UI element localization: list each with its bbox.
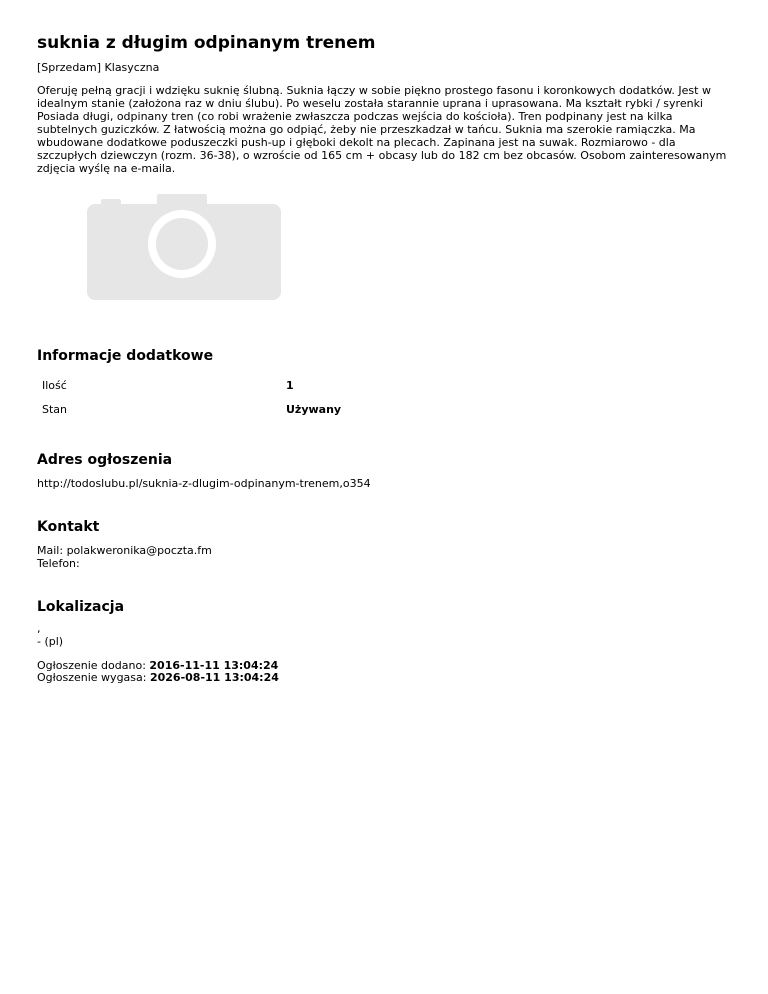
info-value: Używany xyxy=(286,403,342,416)
info-label: Stan xyxy=(42,403,68,416)
info-label: Ilość xyxy=(42,379,67,392)
date-added-label: Ogłoszenie dodano: xyxy=(37,659,146,672)
info-row xyxy=(37,396,731,420)
date-added-value: 2016-11-11 13:04:24 xyxy=(149,659,279,672)
contact-mail-label: Mail: xyxy=(37,544,64,557)
contact-mail xyxy=(37,544,212,557)
listing-url: http://todoslubu.pl/suknia-z-dlugim-odpinanym-trenem,o354 xyxy=(37,477,371,490)
camera-placeholder-icon xyxy=(87,194,281,300)
info-table xyxy=(37,372,731,420)
page-title: suknia z długim odpinanym trenem xyxy=(37,33,376,53)
address-heading: Adres ogłoszenia xyxy=(37,452,173,468)
location-heading: Lokalizacja xyxy=(37,599,125,615)
info-row xyxy=(37,372,731,396)
contact-phone xyxy=(37,557,80,570)
info-heading: Informacje dodatkowe xyxy=(37,348,214,364)
location-line-2: - (pl) xyxy=(37,635,64,648)
date-expires-label: Ogłoszenie wygasa: xyxy=(37,671,147,684)
date-expires xyxy=(37,671,279,684)
listing-photo-placeholder xyxy=(87,194,281,300)
contact-mail-value: polakweronika@poczta.fm xyxy=(66,544,212,557)
listing-category: [Sprzedam] Klasyczna xyxy=(37,61,160,74)
contact-heading: Kontakt xyxy=(37,519,100,535)
date-expires-value: 2026-08-11 13:04:24 xyxy=(149,671,279,684)
info-value: 1 xyxy=(286,379,294,392)
location-line-1: , xyxy=(37,622,41,635)
contact-phone-label: Telefon: xyxy=(37,557,80,570)
listing-description: Oferuję pełną gracji i wdzięku suknię ślubną. Suknia łączy w sobie piękno prostego fasonu i koronkowych dodatków. Jest w idealnym stanie (założona raz w dniu ślubu). Po weselu została starannie uprana i uprasowana. Ma kształt rybki / syrenki Posiada długi, odpinany tren (co robi wrażenie zwłaszcza podczas wejścia do kościoła). Tren podpinany jest na kilka subtelnych guziczków. Z łatwością można go odpiąć, żeby nie przeszkadzał w tańcu. Suknia ma szerokie ramiączka. Ma wbudowane dodatkowe poduszeczki push-up i głęboki dekolt na plecach. Zapinana jest na suwak. Rozmiarowo - dla szczupłych dziewczyn (rozm. 36-38), o wzroście od 165 cm + obcasy lub do 182 cm bez obcasów. Osobom zainteresowanym zdjęcia wyślę na e-maila. xyxy=(37,84,727,175)
